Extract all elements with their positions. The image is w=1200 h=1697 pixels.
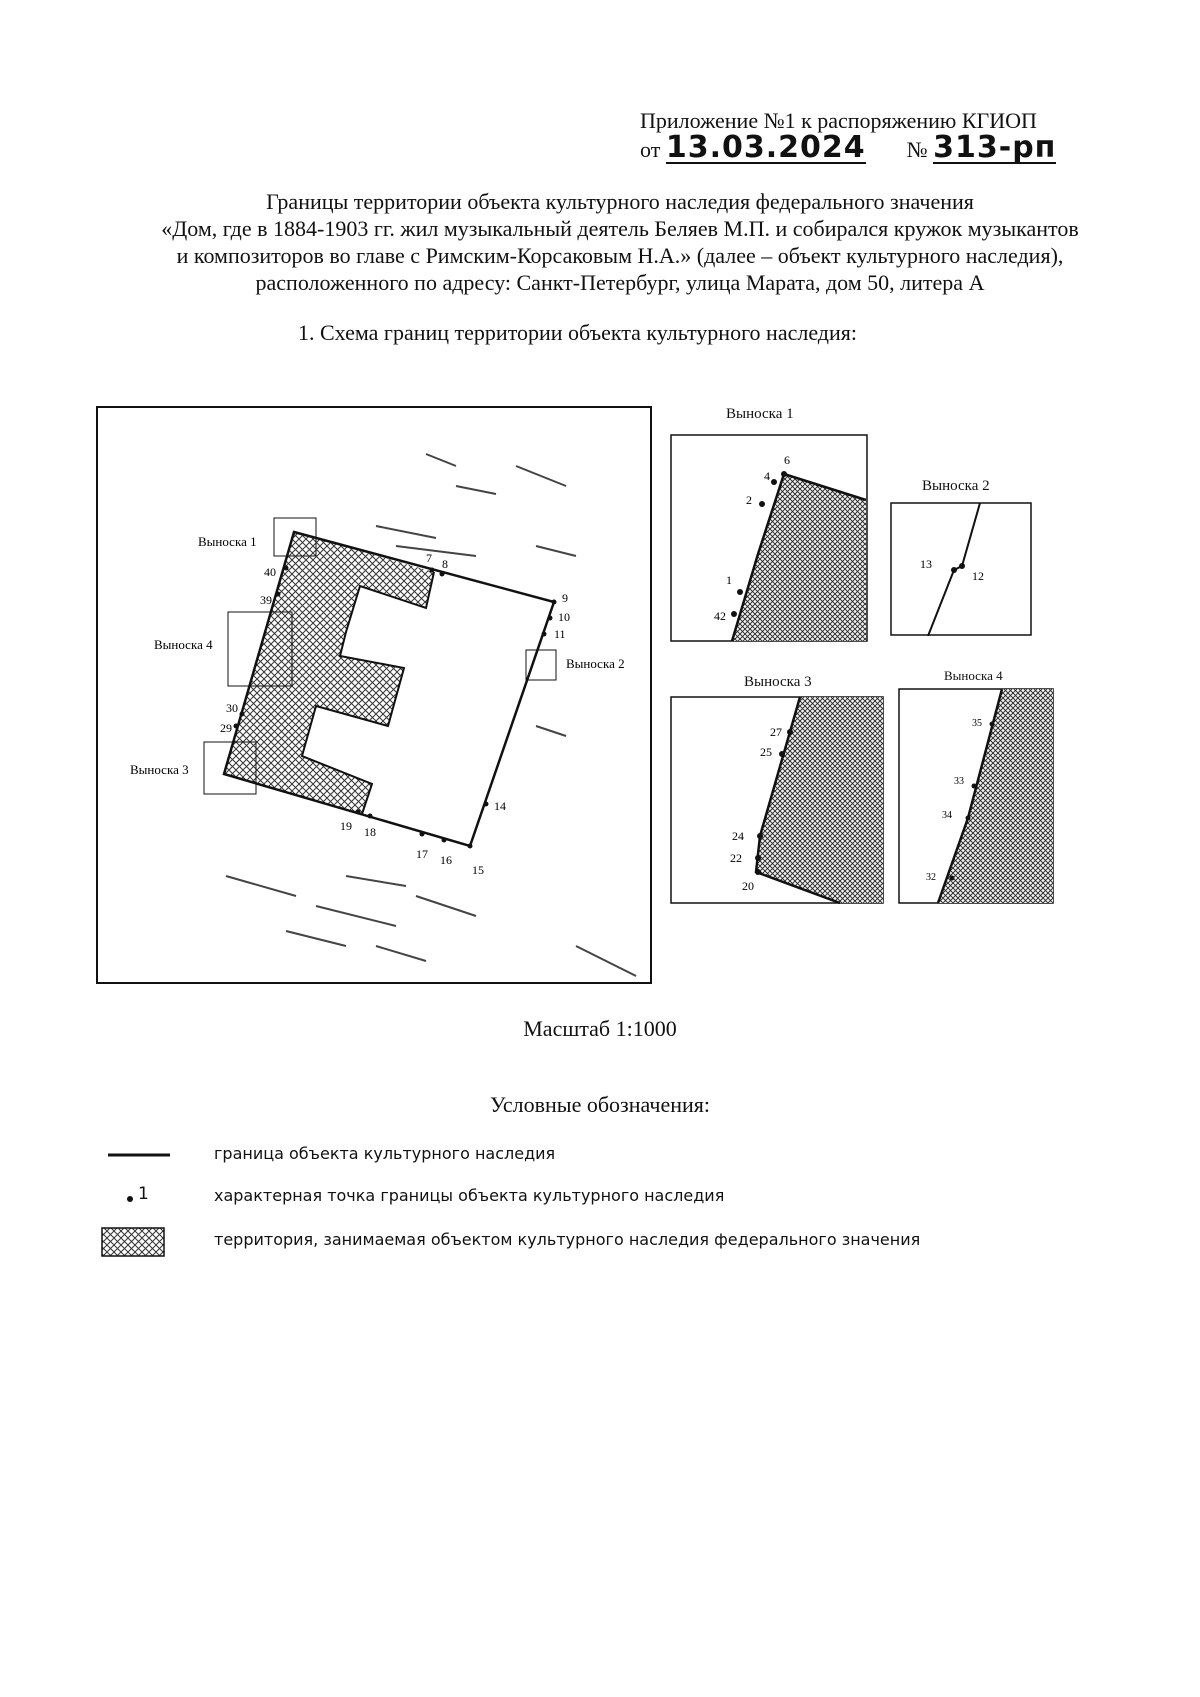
svg-text:7: 7	[426, 551, 432, 565]
svg-text:2: 2	[746, 493, 752, 507]
title-line: «Дом, где в 1884-1903 гг. жил музыкальный деятель Беляев М.П. и собирался кружок музыкантов	[161, 216, 1079, 241]
boundary-point-symbol	[100, 1180, 170, 1214]
date-prefix: от	[640, 137, 661, 162]
legend-item-point	[100, 1180, 1000, 1214]
svg-text:20: 20	[742, 879, 754, 893]
svg-text:13: 13	[920, 557, 932, 571]
order-date: 13.03.2024	[665, 130, 866, 165]
svg-text:4: 4	[764, 469, 770, 483]
inset-3-title: Выноска 3	[744, 674, 812, 690]
svg-text:42: 42	[714, 609, 726, 623]
svg-text:22: 22	[730, 851, 742, 865]
svg-text:6: 6	[784, 453, 790, 467]
callout-label: Выноска 1	[198, 534, 257, 549]
svg-text:18: 18	[364, 825, 376, 839]
inset-1-map	[670, 434, 868, 642]
svg-text:19: 19	[340, 819, 352, 833]
svg-text:8: 8	[442, 557, 448, 571]
inset-3-map	[670, 696, 884, 904]
map-scale: Масштаб 1:1000	[523, 1016, 677, 1041]
svg-text:29: 29	[220, 721, 232, 735]
inset-4-map	[898, 688, 1054, 904]
svg-text:30: 30	[226, 701, 238, 715]
svg-text:32: 32	[926, 872, 936, 883]
territory-hatch-symbol	[100, 1224, 170, 1258]
svg-text:1: 1	[726, 573, 732, 587]
callout-label: Выноска 2	[566, 656, 625, 671]
appendix-reference: Приложение №1 к распоряжению КГИОП	[640, 108, 1037, 133]
svg-text:16: 16	[440, 853, 452, 867]
inset-4-title: Выноска 4	[944, 668, 1003, 683]
order-number: 313-рп	[933, 130, 1057, 165]
title-line: и композиторов во главе с Римским-Корсаковым Н.А.» (далее – объект культурного наследия),	[176, 243, 1064, 268]
svg-text:34: 34	[942, 810, 952, 821]
svg-text:27: 27	[770, 725, 782, 739]
svg-text:10: 10	[558, 610, 570, 624]
title-line: Границы территории объекта культурного наследия федерального значения	[266, 189, 974, 214]
svg-text:24: 24	[732, 829, 744, 843]
boundary-line-symbol	[100, 1138, 170, 1172]
number-prefix: №	[906, 137, 928, 162]
inset-1-title: Выноска 1	[726, 406, 794, 422]
inset-2-title: Выноска 2	[922, 478, 990, 494]
legend-text: характерная точка границы объекта культурного наследия	[214, 1186, 725, 1205]
svg-text:15: 15	[472, 863, 484, 877]
svg-text:9: 9	[562, 591, 568, 605]
main-boundary-map	[96, 406, 652, 984]
callout-label: Выноска 4	[154, 637, 213, 652]
legend-text: граница объекта культурного наследия	[214, 1144, 556, 1163]
section-heading: 1. Схема границ территории объекта культурного наследия:	[298, 320, 858, 345]
legend-item-boundary	[100, 1138, 1000, 1172]
svg-text:35: 35	[972, 718, 982, 729]
svg-text:11: 11	[554, 627, 566, 641]
svg-text:14: 14	[494, 799, 506, 813]
legend-text: территория, занимаемая объектом культурного наследия федерального значения	[214, 1230, 921, 1249]
svg-text:25: 25	[760, 745, 772, 759]
callout-label: Выноска 3	[130, 762, 189, 777]
svg-text:39: 39	[260, 593, 272, 607]
title-line: расположенного по адресу: Санкт-Петербург, улица Марата, дом 50, литера А	[255, 270, 985, 295]
svg-text:40: 40	[264, 565, 276, 579]
order-date-number	[640, 130, 1057, 165]
document-title	[60, 188, 1180, 296]
svg-text:17: 17	[416, 847, 428, 861]
inset-2-map	[890, 502, 1032, 636]
svg-text:12: 12	[972, 569, 984, 583]
legend-title: Условные обозначения:	[489, 1092, 711, 1117]
svg-text:33: 33	[954, 776, 964, 787]
point-symbol-label: 1	[138, 1184, 149, 1204]
legend-item-territory	[100, 1224, 1000, 1258]
